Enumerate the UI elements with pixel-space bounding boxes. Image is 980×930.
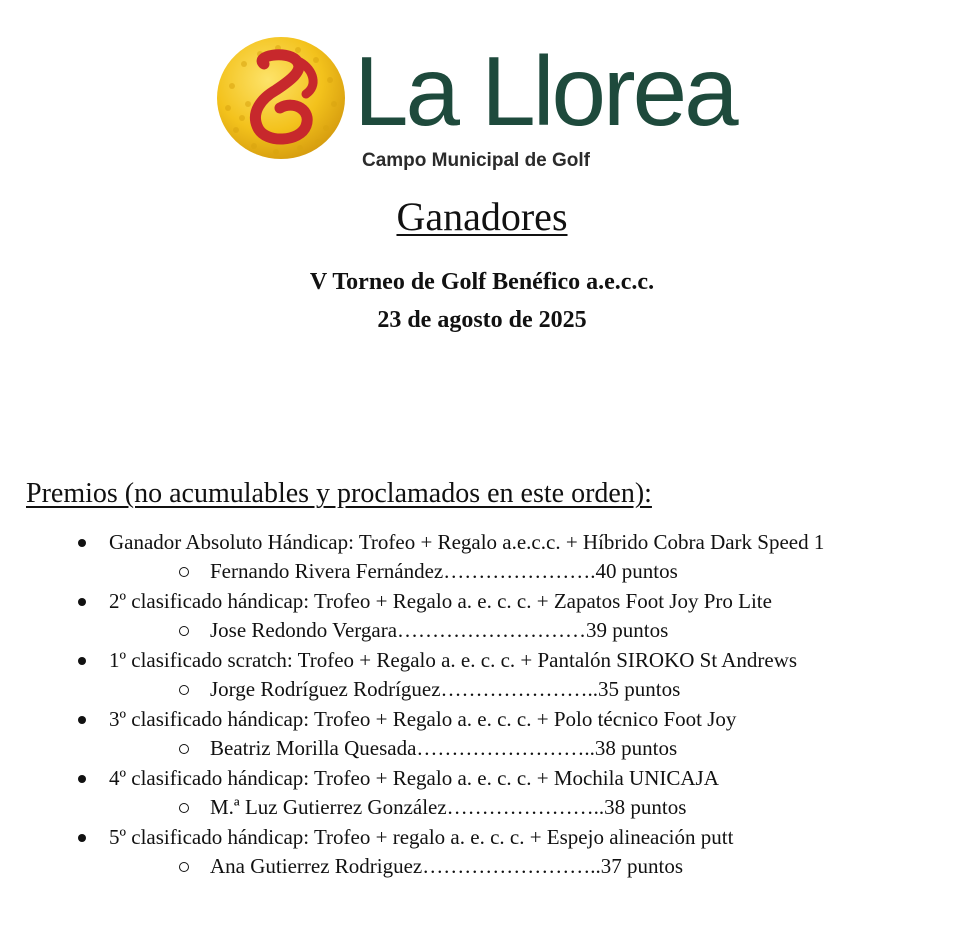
prizes-heading: Premios (no acumulables y proclamados en este orden): xyxy=(26,478,652,509)
prize-item xyxy=(0,705,980,764)
prize-item xyxy=(0,823,980,882)
circle-bullet-icon xyxy=(179,803,189,813)
prize-category: 1º clasificado scratch: Trofeo + Regalo a. e. c. c. + Pantalón SIROKO St Andrews xyxy=(109,648,798,672)
logo-brand-name: La Llorea xyxy=(354,36,736,146)
prize-category: Ganador Absoluto Hándicap: Trofeo + Regalo a.e.c.c. + Híbrido Cobra Dark Speed 1 xyxy=(109,530,825,554)
prize-category: 5º clasificado hándicap: Trofeo + regalo a. e. c. c. + Espejo alineación putt xyxy=(109,825,734,849)
bullet-icon xyxy=(78,657,86,665)
logo xyxy=(214,32,754,182)
prize-category: 3º clasificado hándicap: Trofeo + Regalo a. e. c. c. + Polo técnico Foot Joy xyxy=(109,707,737,731)
tournament-date: 23 de agosto de 2025 xyxy=(377,307,587,333)
golf-ball-icon xyxy=(214,34,348,162)
circle-bullet-icon xyxy=(179,862,189,872)
winner-entry: M.ª Luz Gutierrez González…………………..38 puntos xyxy=(210,795,687,819)
circle-bullet-icon xyxy=(179,744,189,754)
winner-entry: Jose Redondo Vergara………………………39 puntos xyxy=(210,618,669,642)
winner-entry: Beatriz Morilla Quesada……………………..38 puntos xyxy=(210,736,678,760)
prize-item xyxy=(0,587,980,646)
bullet-icon xyxy=(78,598,86,606)
circle-bullet-icon xyxy=(179,567,189,577)
prize-category: 2º clasificado hándicap: Trofeo + Regalo a. e. c. c. + Zapatos Foot Joy Pro Lite xyxy=(109,589,772,613)
circle-bullet-icon xyxy=(179,685,189,695)
bullet-icon xyxy=(78,775,86,783)
winner-entry: Jorge Rodríguez Rodríguez…………………..35 puntos xyxy=(210,677,681,701)
prize-item xyxy=(0,528,980,587)
logo-subtitle: Campo Municipal de Golf xyxy=(362,150,591,171)
winner-entry: Fernando Rivera Fernández………………….40 puntos xyxy=(210,559,678,583)
prize-item xyxy=(0,646,980,705)
winner-entry: Ana Gutierrez Rodriguez……………………..37 puntos xyxy=(210,854,684,878)
bullet-icon xyxy=(78,834,86,842)
circle-bullet-icon xyxy=(179,626,189,636)
prize-item xyxy=(0,764,980,823)
tournament-name: V Torneo de Golf Benéfico a.e.c.c. xyxy=(309,269,655,295)
page-title: Ganadores xyxy=(396,194,568,239)
bullet-icon xyxy=(78,716,86,724)
prize-category: 4º clasificado hándicap: Trofeo + Regalo a. e. c. c. + Mochila UNICAJA xyxy=(109,766,719,790)
prize-list xyxy=(0,528,980,882)
bullet-icon xyxy=(78,539,86,547)
